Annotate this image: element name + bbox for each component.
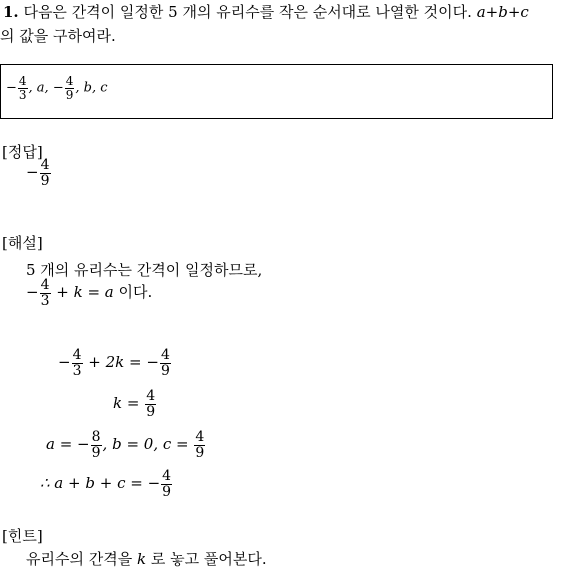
sequence-a: , a, −	[28, 80, 64, 96]
answer-fraction: $\frac{4}{9}$	[40, 157, 50, 189]
problem-line-1	[3, 2, 529, 22]
equation-3	[46, 430, 206, 460]
equation-3-a: a = −	[46, 435, 90, 454]
minus-sign: −	[26, 283, 39, 302]
answer-label: [정답]	[2, 143, 43, 161]
problem-text-2: 의 값을 구하여라.	[0, 27, 116, 45]
equation-2-left: k =	[113, 394, 140, 413]
fraction-4-3: $\frac{4}{3}$	[40, 277, 50, 309]
fraction-4-9: $\frac{4}{9}$	[162, 468, 172, 500]
hint-post: 로 놓고 풀어본다.	[150, 550, 267, 568]
hint-pre: 유리수의 간격을	[26, 550, 133, 568]
minus-sign: −	[6, 80, 17, 96]
problem-number: 1.	[3, 3, 19, 21]
problem-line-2	[0, 26, 116, 46]
equation-2	[113, 389, 157, 419]
explanation-line-2	[26, 278, 152, 308]
equation-1	[58, 348, 172, 378]
sequence-content	[6, 75, 108, 101]
equation-1-middle: + 2k = −	[88, 353, 159, 372]
hint-label: [힌트]	[2, 527, 43, 545]
sequence-b-c: , b, c	[75, 80, 108, 96]
fraction-4-9: $\frac{4}{9}$	[65, 74, 74, 102]
problem-expression: a+b+c	[476, 3, 529, 21]
fraction-4-3: $\frac{4}{3}$	[18, 74, 27, 102]
equation-k: + k = a	[56, 283, 114, 302]
fraction-4-9: $\frac{4}{9}$	[160, 347, 170, 379]
answer-value	[26, 158, 52, 188]
suffix-text: 이다.	[118, 283, 153, 302]
fraction-4-9: $\frac{4}{9}$	[195, 429, 205, 461]
equation-3-middle: , b = 0, c =	[102, 435, 189, 454]
fraction-4-3: $\frac{4}{3}$	[72, 347, 82, 379]
minus-sign: −	[26, 163, 39, 182]
hint-text	[26, 549, 267, 569]
equation-4-left: ∴ a + b + c = −	[40, 474, 161, 493]
fraction-4-9: $\frac{4}{9}$	[146, 388, 156, 420]
explanation-label: [해설]	[2, 234, 43, 252]
problem-text: 다음은 간격이 일정한 5 개의 유리수를 작은 순서대로 나열한 것이다.	[23, 3, 472, 21]
sequence-box	[0, 64, 553, 119]
minus-sign: −	[58, 353, 71, 372]
fraction-8-9: $\frac{8}{9}$	[91, 429, 101, 461]
equation-4	[40, 469, 173, 499]
explanation-line-1: 5 개의 유리수는 간격이 일정하므로,	[26, 261, 263, 279]
hint-variable: k	[136, 550, 147, 568]
